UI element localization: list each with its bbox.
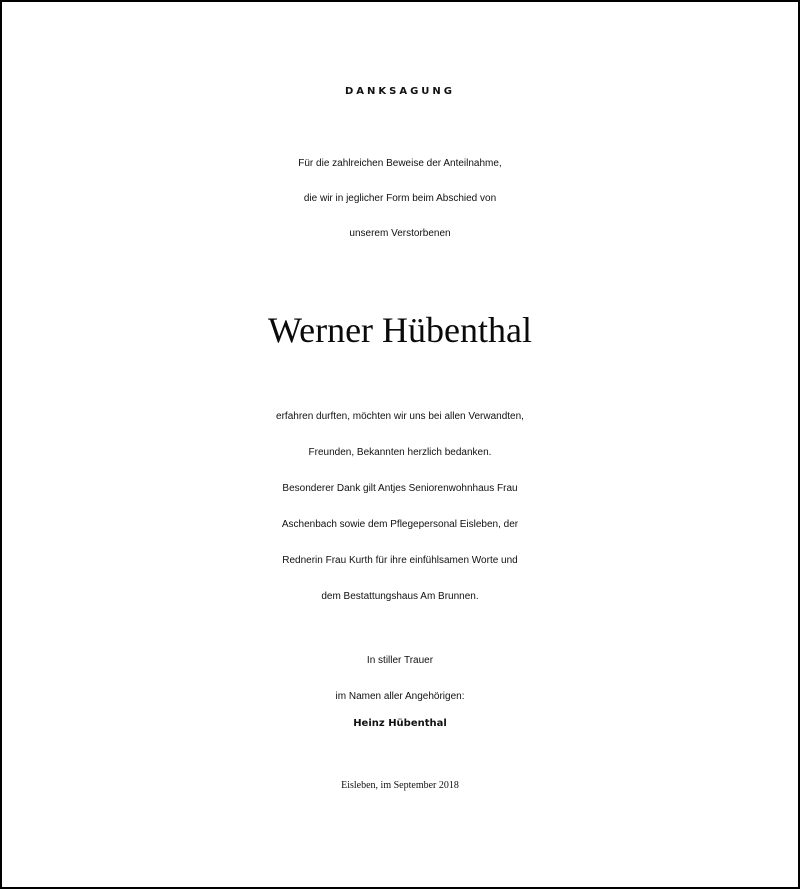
place-date: Eisleben, im September 2018 [341, 780, 459, 791]
closing-line-1: In stiller Trauer [366, 655, 434, 666]
deceased-name: Werner Hübenthal [268, 310, 532, 350]
body-line-2: Freunden, Bekannten herzlich bedanken. [308, 447, 492, 458]
closing-line-2: im Namen aller Angehörigen: [335, 691, 465, 702]
body-line-6: dem Bestattungshaus Am Brunnen. [321, 591, 479, 602]
intro-line-2: die wir in jeglicher Form beim Abschied von [303, 193, 497, 204]
intro-line-3: unserem Verstorbenen [349, 228, 451, 239]
signer-name: Heinz Hübenthal [353, 718, 447, 729]
body-line-4: Aschenbach sowie dem Pflegepersonal Eisleben, der [281, 519, 519, 530]
notice-heading: DANKSAGUNG [344, 86, 455, 97]
body-line-3: Besonderer Dank gilt Antjes Seniorenwohnhaus Frau [282, 483, 518, 494]
body-line-5: Rednerin Frau Kurth für ihre einfühlsamen Worte und [282, 555, 518, 566]
body-line-1: erfahren durften, möchten wir uns bei allen Verwandten, [276, 411, 524, 422]
intro-line-1: Für die zahlreichen Beweise der Anteilnahme, [298, 158, 502, 169]
